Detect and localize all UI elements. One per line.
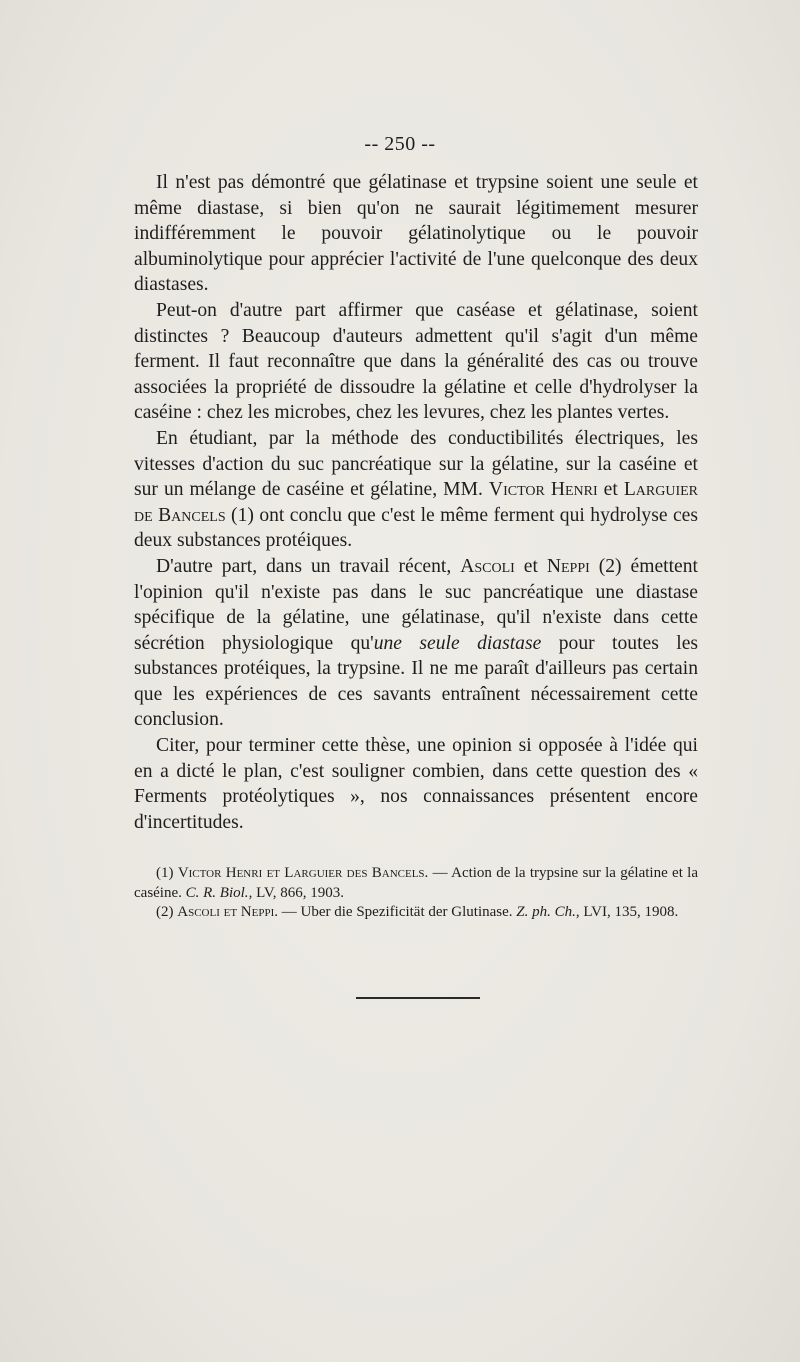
emphasis-une-seule-diastase: une seule diastase xyxy=(373,632,542,654)
footnotes xyxy=(134,864,698,923)
footnote-2-number: (2) xyxy=(156,904,174,920)
author-victor-henri: Victor Henri xyxy=(488,479,598,501)
footnote-1-ref: , LV, 866, 1903. xyxy=(248,884,344,901)
paragraph-5: Citer, pour terminer cette thèse, une opinion si opposée à l'idée qui en a dicté le plan, c'est souligner combien, dans cette question des « Ferments protéolytiques », nos connaissances présentent encore d'incertitudes. xyxy=(134,735,698,833)
body-text xyxy=(134,170,698,835)
footnote-1-number: (1) xyxy=(156,865,174,881)
footnote-2-journal: Z. ph. Ch. xyxy=(516,904,576,920)
page-number: -- 250 -- xyxy=(364,133,436,155)
paragraph-3 xyxy=(134,426,698,554)
paragraph-4-text-c: pour toutes les substances protéiques, la trypsine. Il ne me paraît d'ailleurs pas certain que les expériences de ces savants entraînent nécessairement cette conclusion. xyxy=(134,632,699,731)
paragraph-4-text-b: (2) émettent l'opinion qu'il n'existe pas dans le suc pancréatique une diastase spécifique de la gélatine, une gélatinase, qu'il n'existe dans cette sécrétion physiologique qu' xyxy=(134,555,698,654)
paragraph-1: Il n'est pas démontré que gélatinase et trypsine soient une seule et même diastase, si bien qu'on ne saurait légitimement mesurer indifféremment le pouvoir gélatinolytique ou le pouvoir albuminolytique pour apprécier l'activité de l'une quelconque des deux diastases. xyxy=(134,172,698,296)
footnote-1-journal: C. R. Biol. xyxy=(185,884,249,901)
paragraph-4-text-a: D'autre part, dans un travail récent, xyxy=(156,555,452,577)
footnote-1 xyxy=(134,864,698,903)
paragraph-3-text-a: En étudiant, par la méthode des conductibilités électriques, les vitesses d'action du suc pancréatique sur la gélatine, sur la caséine et sur un mélange de caséine et gélatine, MM. xyxy=(134,427,698,501)
footnote-1-text: — Action de la trypsine sur la gélatine et la caséine. xyxy=(134,865,699,901)
paragraph-2: Peut-on d'autre part affirmer que caséase et gélatinase, soient distinctes ? Beaucoup d'auteurs admettent qu'il s'agit d'un même ferment. Il faut reconnaître que dans la généralité des cas ou trouve associées la propriété de dissoudre la gélatine et celle d'hydrolyser la caséine : chez les microbes, chez les levures, chez les plantes vertes. xyxy=(134,299,698,424)
footnote-1-author: Victor Henri et Larguier des Bancels. xyxy=(177,865,429,881)
author-ascoli: Ascoli xyxy=(460,555,515,577)
conjunction-et: et xyxy=(603,479,618,501)
author-larguier-de-bancels: Larguier de Bancels xyxy=(134,479,699,526)
conjunction-et: et xyxy=(523,555,538,577)
footnote-2 xyxy=(134,903,698,923)
footnote-2-author: Ascoli et Neppi. xyxy=(177,904,279,920)
footnote-2-text: — Uber die Spezificität der Glutinase. xyxy=(281,904,513,920)
end-rule xyxy=(356,997,480,999)
author-neppi: Neppi xyxy=(546,555,590,577)
footnote-2-ref: , LVI, 135, 1908. xyxy=(575,904,679,920)
paragraph-4 xyxy=(134,554,698,733)
paragraph-3-text-b: (1) ont conclu que c'est le même ferment qui hydrolyse ces deux substances protéiques. xyxy=(134,504,698,552)
